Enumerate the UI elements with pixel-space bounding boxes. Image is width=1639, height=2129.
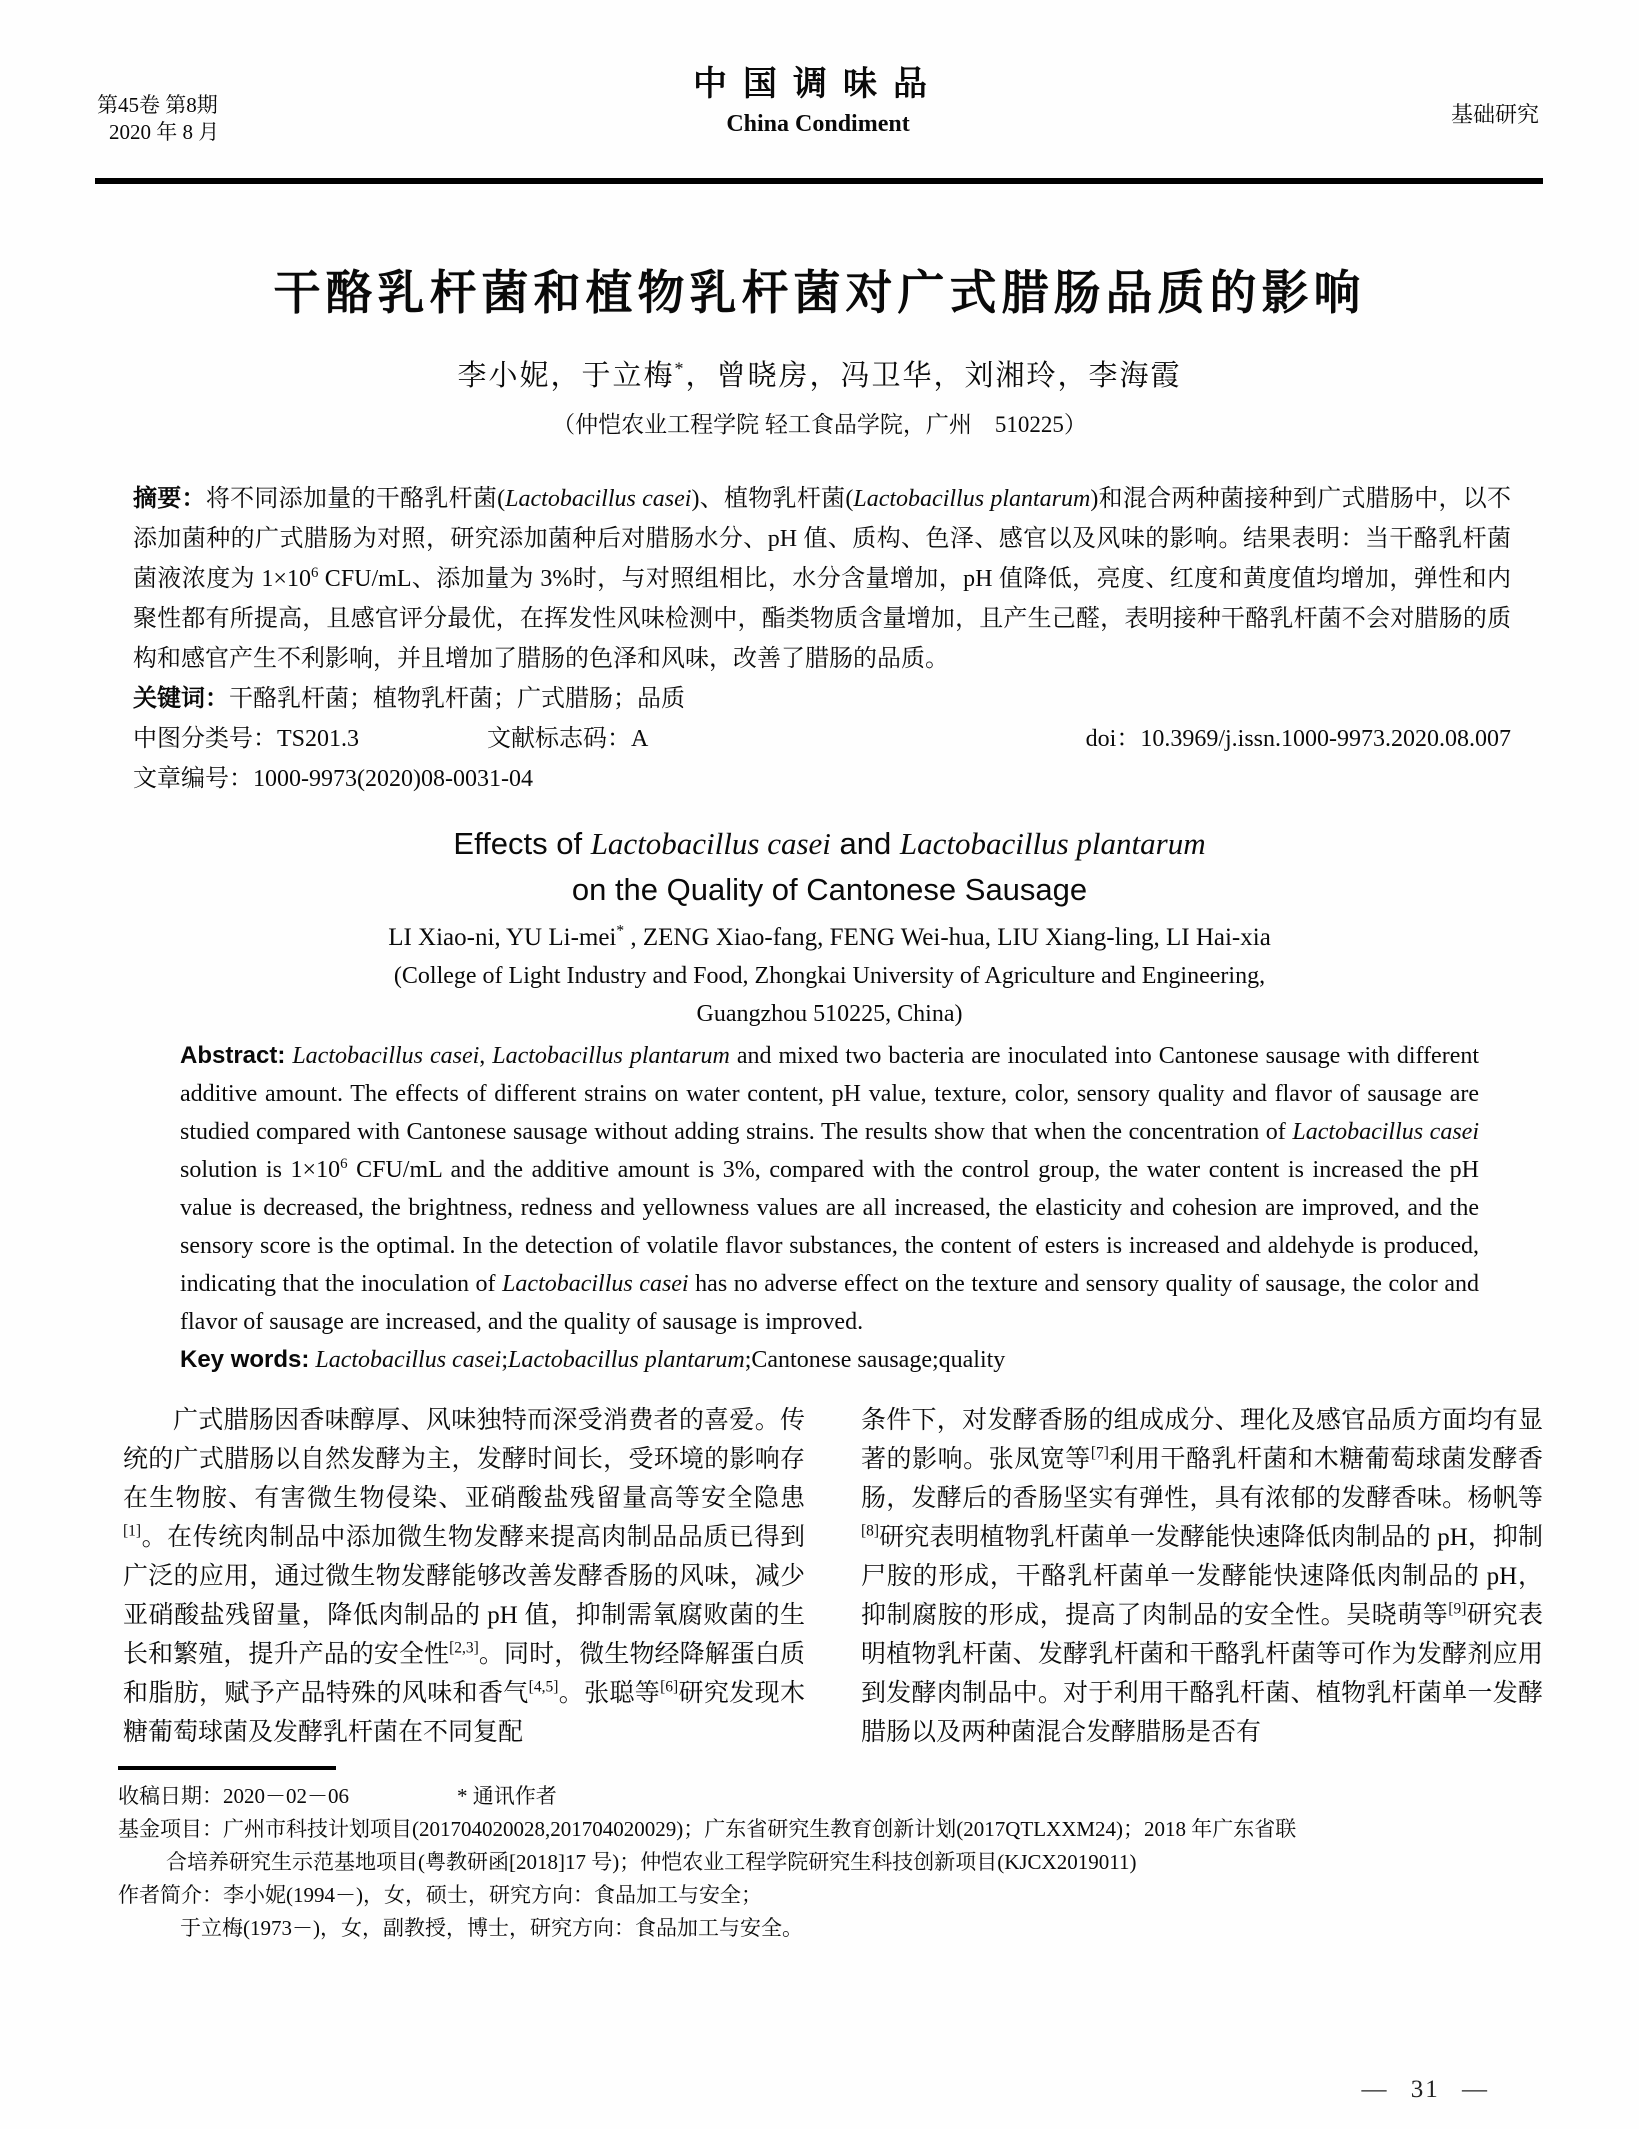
authors-cn: 李小妮，于立梅*，曾晓房，冯卫华，刘湘玲，李海霞 — [457, 358, 1182, 392]
volume-issue: 第45卷 第8期 — [97, 93, 218, 117]
affiliation-en-line1: (College of Light Industry and Food, Zhongkai University of Agriculture and Engineering, — [393, 963, 1266, 989]
abstract-block-cn — [133, 479, 1511, 799]
footnote-block — [118, 1766, 1543, 1945]
footnote-rule — [118, 1766, 336, 1770]
affiliation-cn: （仲恺农业工程学院 轻工食品学院，广州 510225） — [552, 412, 1087, 437]
meta-line — [133, 719, 1511, 759]
authors-en: LI Xiao-ni, YU Li-mei* , ZENG Xiao-fang, FENG Wei-hua, LIU Xiang-ling, LI Hai-xia — [388, 922, 1271, 951]
author-bio-line1: 作者简介：李小妮(1994－)，女，硕士，研究方向：食品加工与安全； — [118, 1883, 762, 1907]
section-label: 基础研究 — [1450, 102, 1539, 127]
page-number: — 31 — — [1361, 2076, 1489, 2103]
issue-info — [97, 56, 693, 146]
body-columns — [123, 1401, 1543, 1752]
abstract-text-cn: 将不同添加量的干酪乳杆菌(Lactobacillus casei)、植物乳杆菌(Lactobacillus plantarum)和混合两种菌接种到广式腊肠中，以不添加菌种的广式腊肠为对照，研究添加菌种后对腊肠水分、pH 值、质构、色泽、感官以及风味的影响。结果表明：当干酪乳杆菌菌液浓度为 $1\times 10^6$ CFU/mL、添加量为 3%时，与对照组相比，水分含量增加，pH 值降低，亮度、红度和黄度值均增加，弹性和内聚性都有所提高，且感官评分最优，在挥发性风味检测中，酯类物质含量增加，且产生己醛，表明接种干酪乳杆菌不会对腊肠的质构和感官产生不利影响，并且增加了腊肠的色泽和风味，改善了腊肠的品质。 — [133, 486, 1512, 672]
issue-date: 2020 年 8 月 — [109, 120, 220, 144]
keywords-cn — [133, 679, 1511, 719]
clc-number: 中图分类号：TS201.3 — [133, 726, 360, 752]
affiliation-en-line2: Guangzhou 510225, China) — [696, 1001, 963, 1027]
english-block — [180, 821, 1479, 1379]
abstract-label-en: Abstract: — [180, 1042, 286, 1069]
keywords-label-cn: 关键词： — [133, 685, 229, 712]
footnote-received-line — [118, 1780, 1543, 1813]
article-title-en-line2: on the Quality of Cantonese Sausage — [571, 872, 1088, 907]
abstract-cn — [133, 479, 1511, 679]
journal-header — [0, 0, 1639, 146]
article-id: 文章编号：1000-9973(2020)08-0031-04 — [133, 766, 533, 792]
journal-title-block — [693, 56, 943, 138]
journal-title-en: China Condiment — [726, 111, 910, 137]
doi: doi：10.3969/j.issn.1000-9973.2020.08.007 — [1085, 726, 1511, 752]
abstract-label-cn: 摘要： — [133, 485, 206, 512]
corresponding-author-note: * 通讯作者 — [457, 1784, 557, 1808]
fund-project-line1: 基金项目：广州市科技计划项目(201704020028,201704020029)；广东省研究生教育创新计划(2017QTLXXM24)；2018 年广东省联 — [118, 1817, 1297, 1841]
keywords-label-en: Key words: — [180, 1346, 310, 1373]
body-paragraph-left: 广式腊肠因香味醇厚、风味独特而深受消费者的喜爱。传统的广式腊肠以自然发酵为主，发酵时间长，受环境的影响存在生物胺、有害微生物侵染、亚硝酸盐残留量高等安全隐患[1]。在传统肉制品中添加微生物发酵来提高肉制品品质已得到广泛的应用，通过微生物发酵能够改善发酵香肠的风味，减少亚硝酸盐残留量，降低肉制品的 pH 值，抑制需氧腐败菌的生长和繁殖，提升产品的安全性[2,3]。同时，微生物经降解蛋白质和脂肪，赋予产品特殊的风味和香气[4,5]。张聪等[6]研究发现木糖葡萄球菌及发酵乳杆菌在不同复配 — [123, 1407, 805, 1746]
body-column-right — [861, 1401, 1543, 1752]
document-code: 文献标志码：A — [487, 726, 649, 752]
header-rule — [95, 178, 1543, 184]
received-date: 收稿日期：2020－02－06 — [118, 1784, 349, 1808]
article-title-en-line1: Effects of Lactobacillus casei and Lactobacillus plantarum — [453, 826, 1206, 861]
article-title-cn: 干酪乳杆菌和植物乳杆菌对广式腊肠品质的影响 — [273, 266, 1366, 319]
keywords-en — [180, 1341, 1479, 1379]
abstract-text-en: Lactobacillus casei, Lactobacillus plantarum and mixed two bacteria are inoculated into Cantonese sausage with different additive amount. The effects of different strains on water content, pH value, texture, color, sensory quality and flavor of sausage are studied compared with Cantonese sausage without adding strains. The results show that when the concentration of Lactobacillus casei solution is $1\times 10^6$ CFU/mL and the additive amount is 3%, compared with the control group, the water content is increased the pH value is decreased, the brightness, redness and yellowness values are all increased, the elasticity and cohesion are improved, and the sensory score is the optimal. In the detection of volatile flavor substances, the content of esters is increased and aldehyde is produced, indicating that the inoculation of Lactobacillus casei has no adverse effect on the texture and sensory quality of sausage, the color and flavor of sausage are increased, and the quality of sausage is improved. — [180, 1043, 1480, 1335]
journal-title-cn: 中国调味品 — [693, 65, 943, 103]
article-title-en — [180, 821, 1479, 913]
body-paragraph-right: 条件下，对发酵香肠的组成成分、理化及感官品质方面均有显著的影响。张凤宽等[7]利用干酪乳杆菌和木糖葡萄球菌发酵香肠，发酵后的香肠坚实有弹性，具有浓郁的发酵香味。杨帆等[8]研究表明植物乳杆菌单一发酵能快速降低肉制品的 pH，抑制尸胺的形成，干酪乳杆菌单一发酵能快速降低肉制品的 pH，抑制腐胺的形成，提高了肉制品的安全性。吴晓萌等[9]研究表明植物乳杆菌、发酵乳杆菌和干酪乳杆菌等可作为发酵剂应用到发酵肉制品中。对于利用干酪乳杆菌、植物乳杆菌单一发酵腊肠以及两种菌混合发酵腊肠是否有 — [861, 1407, 1543, 1746]
author-bio-line2: 于立梅(1973－)，女，副教授，博士，研究方向：食品加工与安全。 — [180, 1916, 803, 1940]
keywords-text-cn: 干酪乳杆菌；植物乳杆菌；广式腊肠；品质 — [229, 686, 685, 712]
abstract-en — [180, 1037, 1479, 1341]
body-column-left — [123, 1401, 805, 1752]
keywords-text-en: Lactobacillus casei;Lactobacillus plantarum;Cantonese sausage;quality — [315, 1347, 1006, 1373]
fund-project-line2: 合培养研究生示范基地项目(粤教研函[2018]17 号)；仲恺农业工程学院研究生科技创新项目(KJCX2019011) — [166, 1850, 1137, 1874]
